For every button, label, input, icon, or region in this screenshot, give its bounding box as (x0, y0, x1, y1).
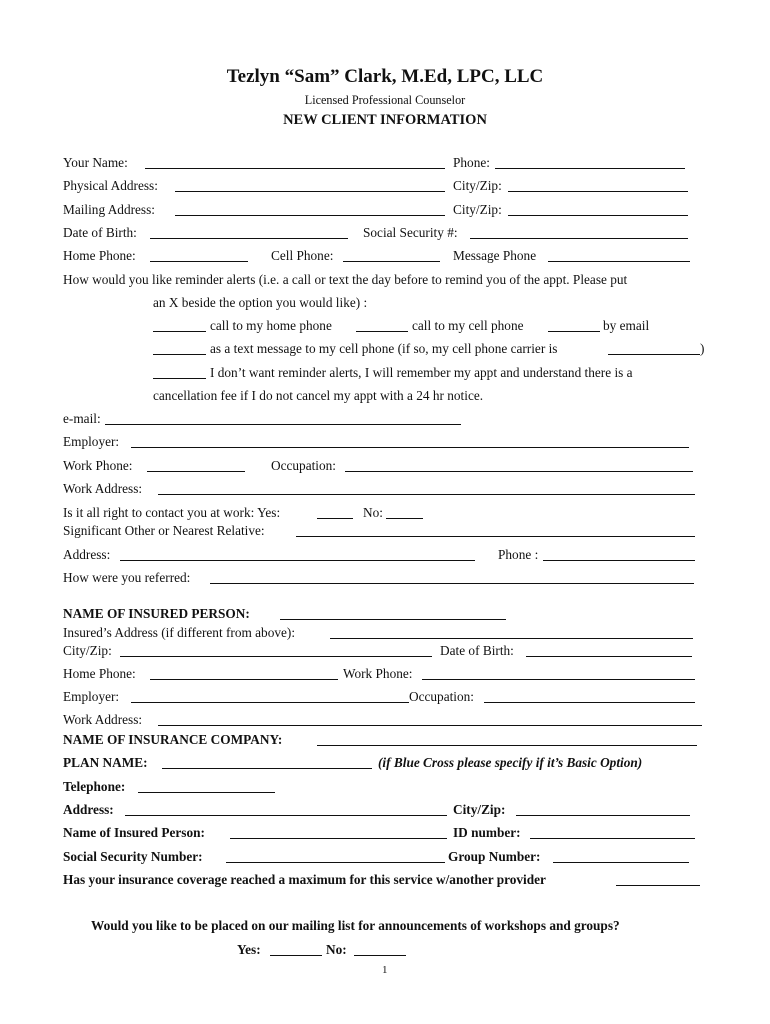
physical-address-field[interactable] (175, 177, 445, 192)
practice-title: Tezlyn “Sam” Clark, M.Ed, LPC, LLC (226, 66, 544, 87)
message-phone-label: Message Phone (453, 248, 537, 263)
insured-dob-field[interactable] (526, 642, 692, 657)
mailing-yes-label: Yes: (237, 942, 261, 957)
contact-at-work-no-field[interactable] (386, 504, 423, 519)
home-phone-field[interactable] (150, 247, 248, 262)
work-address-field[interactable] (158, 480, 695, 495)
referred-field[interactable] (210, 569, 694, 584)
group-number-field[interactable] (553, 848, 689, 863)
telephone-field[interactable] (138, 778, 275, 793)
insured-dob-label: Date of Birth: (440, 643, 514, 658)
plan-name-label: PLAN NAME: (63, 755, 148, 770)
employer-field[interactable] (131, 433, 689, 448)
insured-person-label: Name of Insured Person: (63, 825, 205, 840)
page-number: 1 (382, 964, 388, 976)
city-zip-label: City/Zip: (453, 178, 502, 193)
occupation-label: Occupation: (271, 458, 336, 473)
insured-employer-field[interactable] (131, 688, 409, 703)
significant-other-field[interactable] (296, 522, 695, 537)
reminder-question-cont: an X beside the option you would like) : (153, 295, 368, 310)
home-phone-label: Home Phone: (63, 248, 136, 263)
no-reminder-option-label: I don’t want reminder alerts, I will remember my appt and understand there is a (210, 365, 633, 380)
coverage-question: Has your insurance coverage reached a maximum for this service w/another provider (63, 872, 546, 887)
employer-label: Employer: (63, 434, 120, 449)
text-option-blank[interactable] (153, 340, 206, 355)
mailing-address-label: Mailing Address: (63, 202, 155, 217)
insured-city-zip-label: City/Zip: (63, 643, 112, 658)
mailing-no-field[interactable] (354, 941, 406, 956)
home-phone-option-blank[interactable] (153, 317, 206, 332)
mailing-list-question: Would you like to be placed on our mailing list for announcements of workshops and groups? (91, 918, 620, 933)
email-label: e-mail: (63, 411, 101, 426)
cell-phone-option-blank[interactable] (356, 317, 408, 332)
insurance-company-field[interactable] (317, 731, 697, 746)
ssn-label: Social Security #: (363, 225, 458, 240)
city-zip-field[interactable] (508, 177, 688, 192)
cell-phone-label: Cell Phone: (271, 248, 334, 263)
no-reminder-option-cont: cancellation fee if I do not cancel my appt with a 24 hr notice. (153, 388, 484, 403)
significant-other-label: Significant Other or Nearest Relative: (63, 523, 265, 538)
email-option-blank[interactable] (548, 317, 600, 332)
insured-name-label: NAME OF INSURED PERSON: (63, 606, 250, 621)
contact-at-work-yes-field[interactable] (317, 504, 353, 519)
id-number-field[interactable] (530, 824, 695, 839)
your-name-field[interactable] (145, 154, 445, 169)
insured-city-zip-field[interactable] (120, 642, 432, 657)
mailing-no-label: No: (326, 942, 347, 957)
insurance-ssn-field[interactable] (226, 848, 445, 863)
insured-home-phone-label: Home Phone: (63, 666, 136, 681)
phone-label: Phone: (453, 155, 490, 170)
practice-subtitle: Licensed Professional Counselor (304, 93, 466, 107)
dob-field[interactable] (150, 224, 348, 239)
insured-home-phone-field[interactable] (150, 665, 338, 680)
cell-phone-field[interactable] (343, 247, 440, 262)
no-reminder-option-blank[interactable] (153, 364, 206, 379)
relative-address-field[interactable] (120, 546, 475, 561)
your-name-label: Your Name: (63, 155, 128, 170)
email-field[interactable] (105, 410, 461, 425)
ssn-field[interactable] (470, 224, 688, 239)
insured-work-address-field[interactable] (158, 711, 702, 726)
home-phone-option-label: call to my home phone (210, 318, 332, 333)
group-number-label: Group Number: (448, 849, 541, 864)
insurance-city-zip-label: City/Zip: (453, 802, 506, 817)
contact-at-work-no-label: No: (363, 505, 383, 520)
relative-address-label: Address: (63, 547, 111, 562)
occupation-field[interactable] (345, 457, 693, 472)
carrier-field[interactable] (608, 340, 700, 355)
insurance-ssn-label: Social Security Number: (63, 849, 203, 864)
phone-field[interactable] (495, 154, 685, 169)
physical-address-label: Physical Address: (63, 178, 158, 193)
header (0, 68, 770, 92)
form-title: NEW CLIENT INFORMATION (283, 112, 487, 128)
insurance-address-label: Address: (63, 802, 114, 817)
insured-occupation-label: Occupation: (409, 689, 474, 704)
insured-person-field[interactable] (230, 824, 447, 839)
cell-phone-option-label: call to my cell phone (412, 318, 524, 333)
insurance-address-field[interactable] (125, 801, 447, 816)
email-option-label: by email (603, 318, 650, 333)
contact-at-work-label: Is it all right to contact you at work: Yes: (63, 505, 281, 520)
relative-phone-label: Phone : (498, 547, 539, 562)
work-phone-label: Work Phone: (63, 458, 133, 473)
mailing-address-field[interactable] (175, 201, 445, 216)
insurance-city-zip-field[interactable] (516, 801, 690, 816)
city-zip-field[interactable] (508, 201, 688, 216)
insurance-company-label: NAME OF INSURANCE COMPANY: (63, 732, 283, 747)
city-zip-label: City/Zip: (453, 202, 502, 217)
insured-address-label: Insured’s Address (if different from above): (63, 625, 296, 640)
insured-work-phone-field[interactable] (422, 665, 695, 680)
coverage-field[interactable] (616, 871, 700, 886)
relative-phone-field[interactable] (543, 546, 695, 561)
dob-label: Date of Birth: (63, 225, 137, 240)
telephone-label: Telephone: (63, 779, 126, 794)
text-option-label: as a text message to my cell phone (if so, my cell phone carrier is (210, 341, 558, 356)
id-number-label: ID number: (453, 825, 521, 840)
insured-name-field[interactable] (280, 605, 506, 620)
work-address-label: Work Address: (63, 481, 143, 496)
text-option-close: ) (700, 341, 705, 356)
insured-work-address-label: Work Address: (63, 712, 143, 727)
insured-occupation-field[interactable] (484, 688, 695, 703)
plan-name-field[interactable] (162, 754, 372, 769)
mailing-yes-field[interactable] (270, 941, 322, 956)
referred-label: How were you referred: (63, 570, 191, 585)
insured-address-field[interactable] (330, 624, 693, 639)
reminder-question: How would you like reminder alerts (i.e. a call or text the day before to remind you of the appt. Please put (63, 272, 628, 287)
message-phone-field[interactable] (548, 247, 690, 262)
insured-employer-label: Employer: (63, 689, 120, 704)
plan-note: (if Blue Cross please specify if it’s Basic Option) (378, 755, 643, 770)
insured-work-phone-label: Work Phone: (343, 666, 413, 681)
work-phone-field[interactable] (147, 457, 245, 472)
